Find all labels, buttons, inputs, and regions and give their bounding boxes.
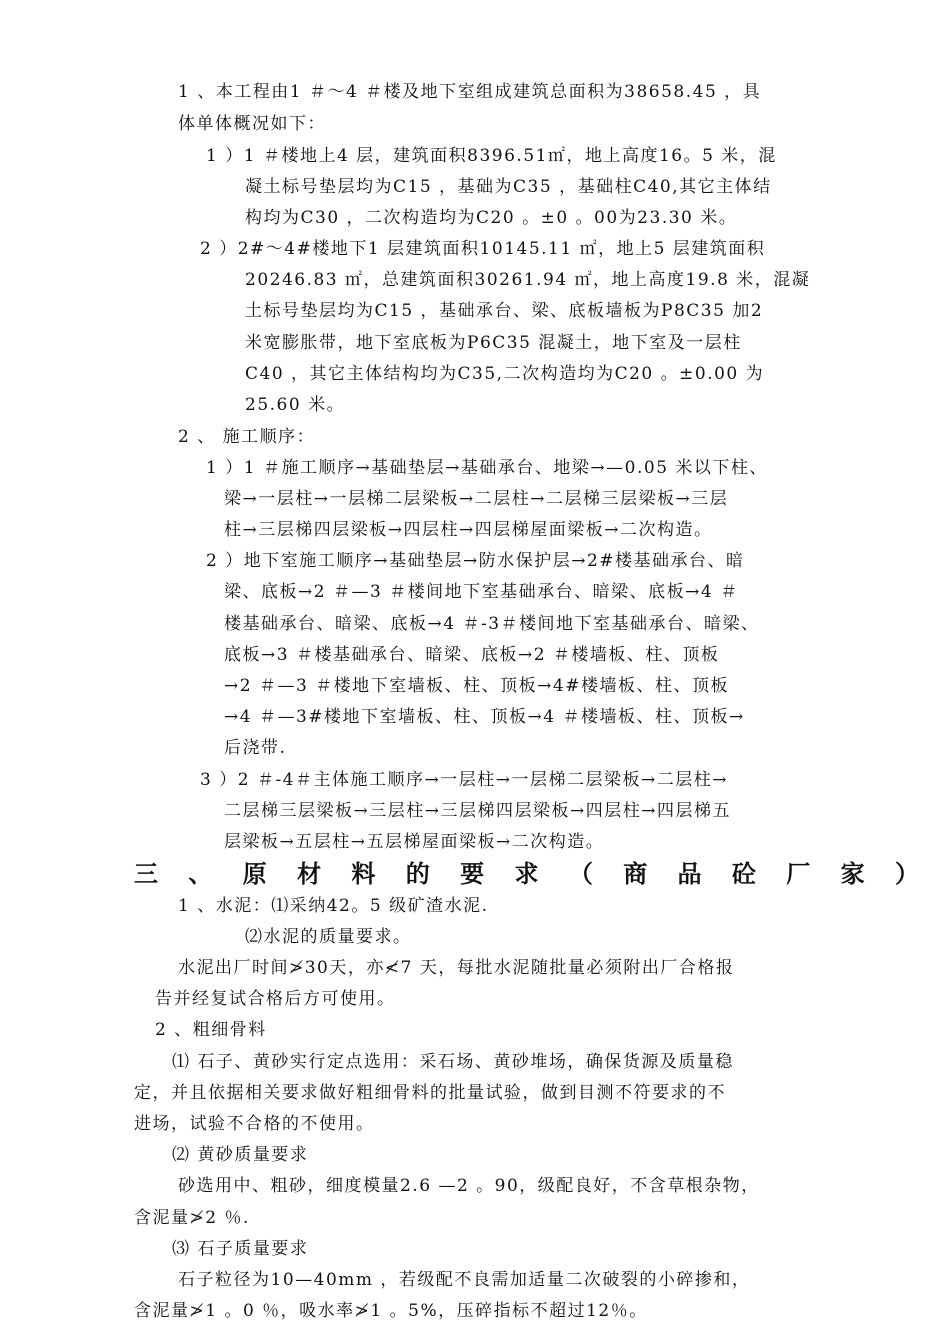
text-line: 米宽膨胀带，地下室底板为P6C35 混凝土，地下室及一层柱 (245, 333, 742, 353)
text-line: 进场，试验不合格的不使用。 (134, 1114, 375, 1134)
text-line: 柱→三层梯四层梁板→四层柱→四层梯屋面梁板→二次构造。 (224, 520, 713, 540)
text-line: 土标号垫层均为C15 ，基础承台、梁、底板墙板为P8C35 加2 (245, 301, 764, 321)
text-line: C40 ，其它主体结构均为C35,二次构造均为C20 。±0.00 为 (245, 364, 765, 384)
text-line: 二层梯三层梁板→三层柱→三层梯四层梁板→四层柱→四层梯五 (224, 801, 731, 821)
text-line: →2 ＃—3 ＃楼地下室墙板、柱、顶板→4#楼墙板、柱、顶板 (224, 676, 729, 696)
text-line: 层梁板→五层柱→五层梯屋面梁板→二次构造。 (224, 832, 605, 852)
text-line: 凝土标号垫层均为C15 ，基础为C35 ，基础柱C40,其它主体结 (245, 177, 772, 197)
text-line: ⑶ 石子质量要求 (172, 1239, 309, 1259)
text-line: 石子粒径为10—40mm ，若级配不良需加适量二次破裂的小碎掺和， (178, 1270, 751, 1290)
text-line: 2 ）地下室施工顺序→基础垫层→防水保护层→2#楼基础承台、暗 (206, 551, 745, 571)
text-line: 2 、 施工顺序： (178, 427, 316, 447)
text-line: 3 ）2 ＃-4＃主体施工顺序→一层柱→一层梯二层梁板→二层柱→ (200, 770, 728, 790)
text-line: 底板→3 ＃楼基础承台、暗梁、底板→2 ＃楼墙板、柱、顶板 (224, 645, 720, 665)
text-line: 水泥出厂时间≯30天，亦≮7 天，每批水泥随批量必须附出厂合格报 (178, 958, 735, 978)
text-line: 梁→一层柱→一层梯二层梁板→二层柱→二层梯三层梁板→三层 (224, 489, 729, 509)
text-line: 构均为C30 ，二次构造均为C20 。±0 。00为23.30 米。 (245, 208, 738, 228)
text-line: 梁、底板→2 ＃—3 ＃楼间地下室基础承台、暗梁、底板→4 ＃ (224, 582, 739, 602)
text-line: 体单体概况如下： (178, 114, 326, 134)
text-line: 后浇带. (224, 738, 287, 758)
text-line: 楼基础承台、暗梁、底板→4 ＃-3＃楼间地下室基础承台、暗梁、 (224, 614, 760, 634)
text-line: 1 ）1 ＃楼地上4 层，建筑面积8396.51㎡，地上高度16。5 米，混 (206, 146, 777, 166)
text-line: ⑴ 石子、黄砂实行定点选用：采石场、黄砂堆场，确保货源及质量稳 (172, 1052, 734, 1072)
text-line: 含泥量≯1 。0 ％，吸水率≯1 。5%，压碎指标不超过12％。 (134, 1301, 648, 1321)
text-line: 含泥量≯2 ％. (134, 1208, 250, 1228)
text-line: ⑵水泥的质量要求。 (245, 927, 412, 947)
text-line: →4 ＃—3#楼地下室墙板、柱、顶板→4 ＃楼墙板、柱、顶板→ (224, 707, 745, 727)
text-line: 2 、粗细骨料 (155, 1020, 267, 1040)
text-line: 砂选用中、粗砂，细度模量2.6 —2 。90，级配良好，不含草根杂物， (178, 1176, 760, 1196)
text-line: 1 、水泥：⑴采纳42。5 级矿渣水泥. (178, 896, 489, 916)
section-heading: 三 、 原 材 料 的 要 求 （ 商 品 砼 厂 家 ） (134, 860, 930, 888)
text-line: 1 ）1 ＃施工顺序→基础垫层→基础承台、地梁→—0.05 米以下柱、 (206, 458, 768, 478)
text-line: 定，并且依据相关要求做好粗细骨料的批量试验，做到目测不符要求的不 (134, 1083, 726, 1103)
text-line: 20246.83 ㎡，总建筑面积30261.94 ㎡，地上高度19.8 米，混凝 (245, 270, 811, 290)
text-line: ⑵ 黄砂质量要求 (172, 1145, 309, 1165)
text-line: 告并经复试合格后方可使用。 (155, 989, 396, 1009)
text-line: 25.60 米。 (245, 395, 346, 415)
text-line: 1 、本工程由1 ＃～4 ＃楼及地下室组成建筑总面积为38658.45 ，具 (178, 82, 762, 102)
text-line: 2 ）2#～4#楼地下1 层建筑面积10145.11 ㎡，地上5 层建筑面积 (200, 239, 766, 259)
